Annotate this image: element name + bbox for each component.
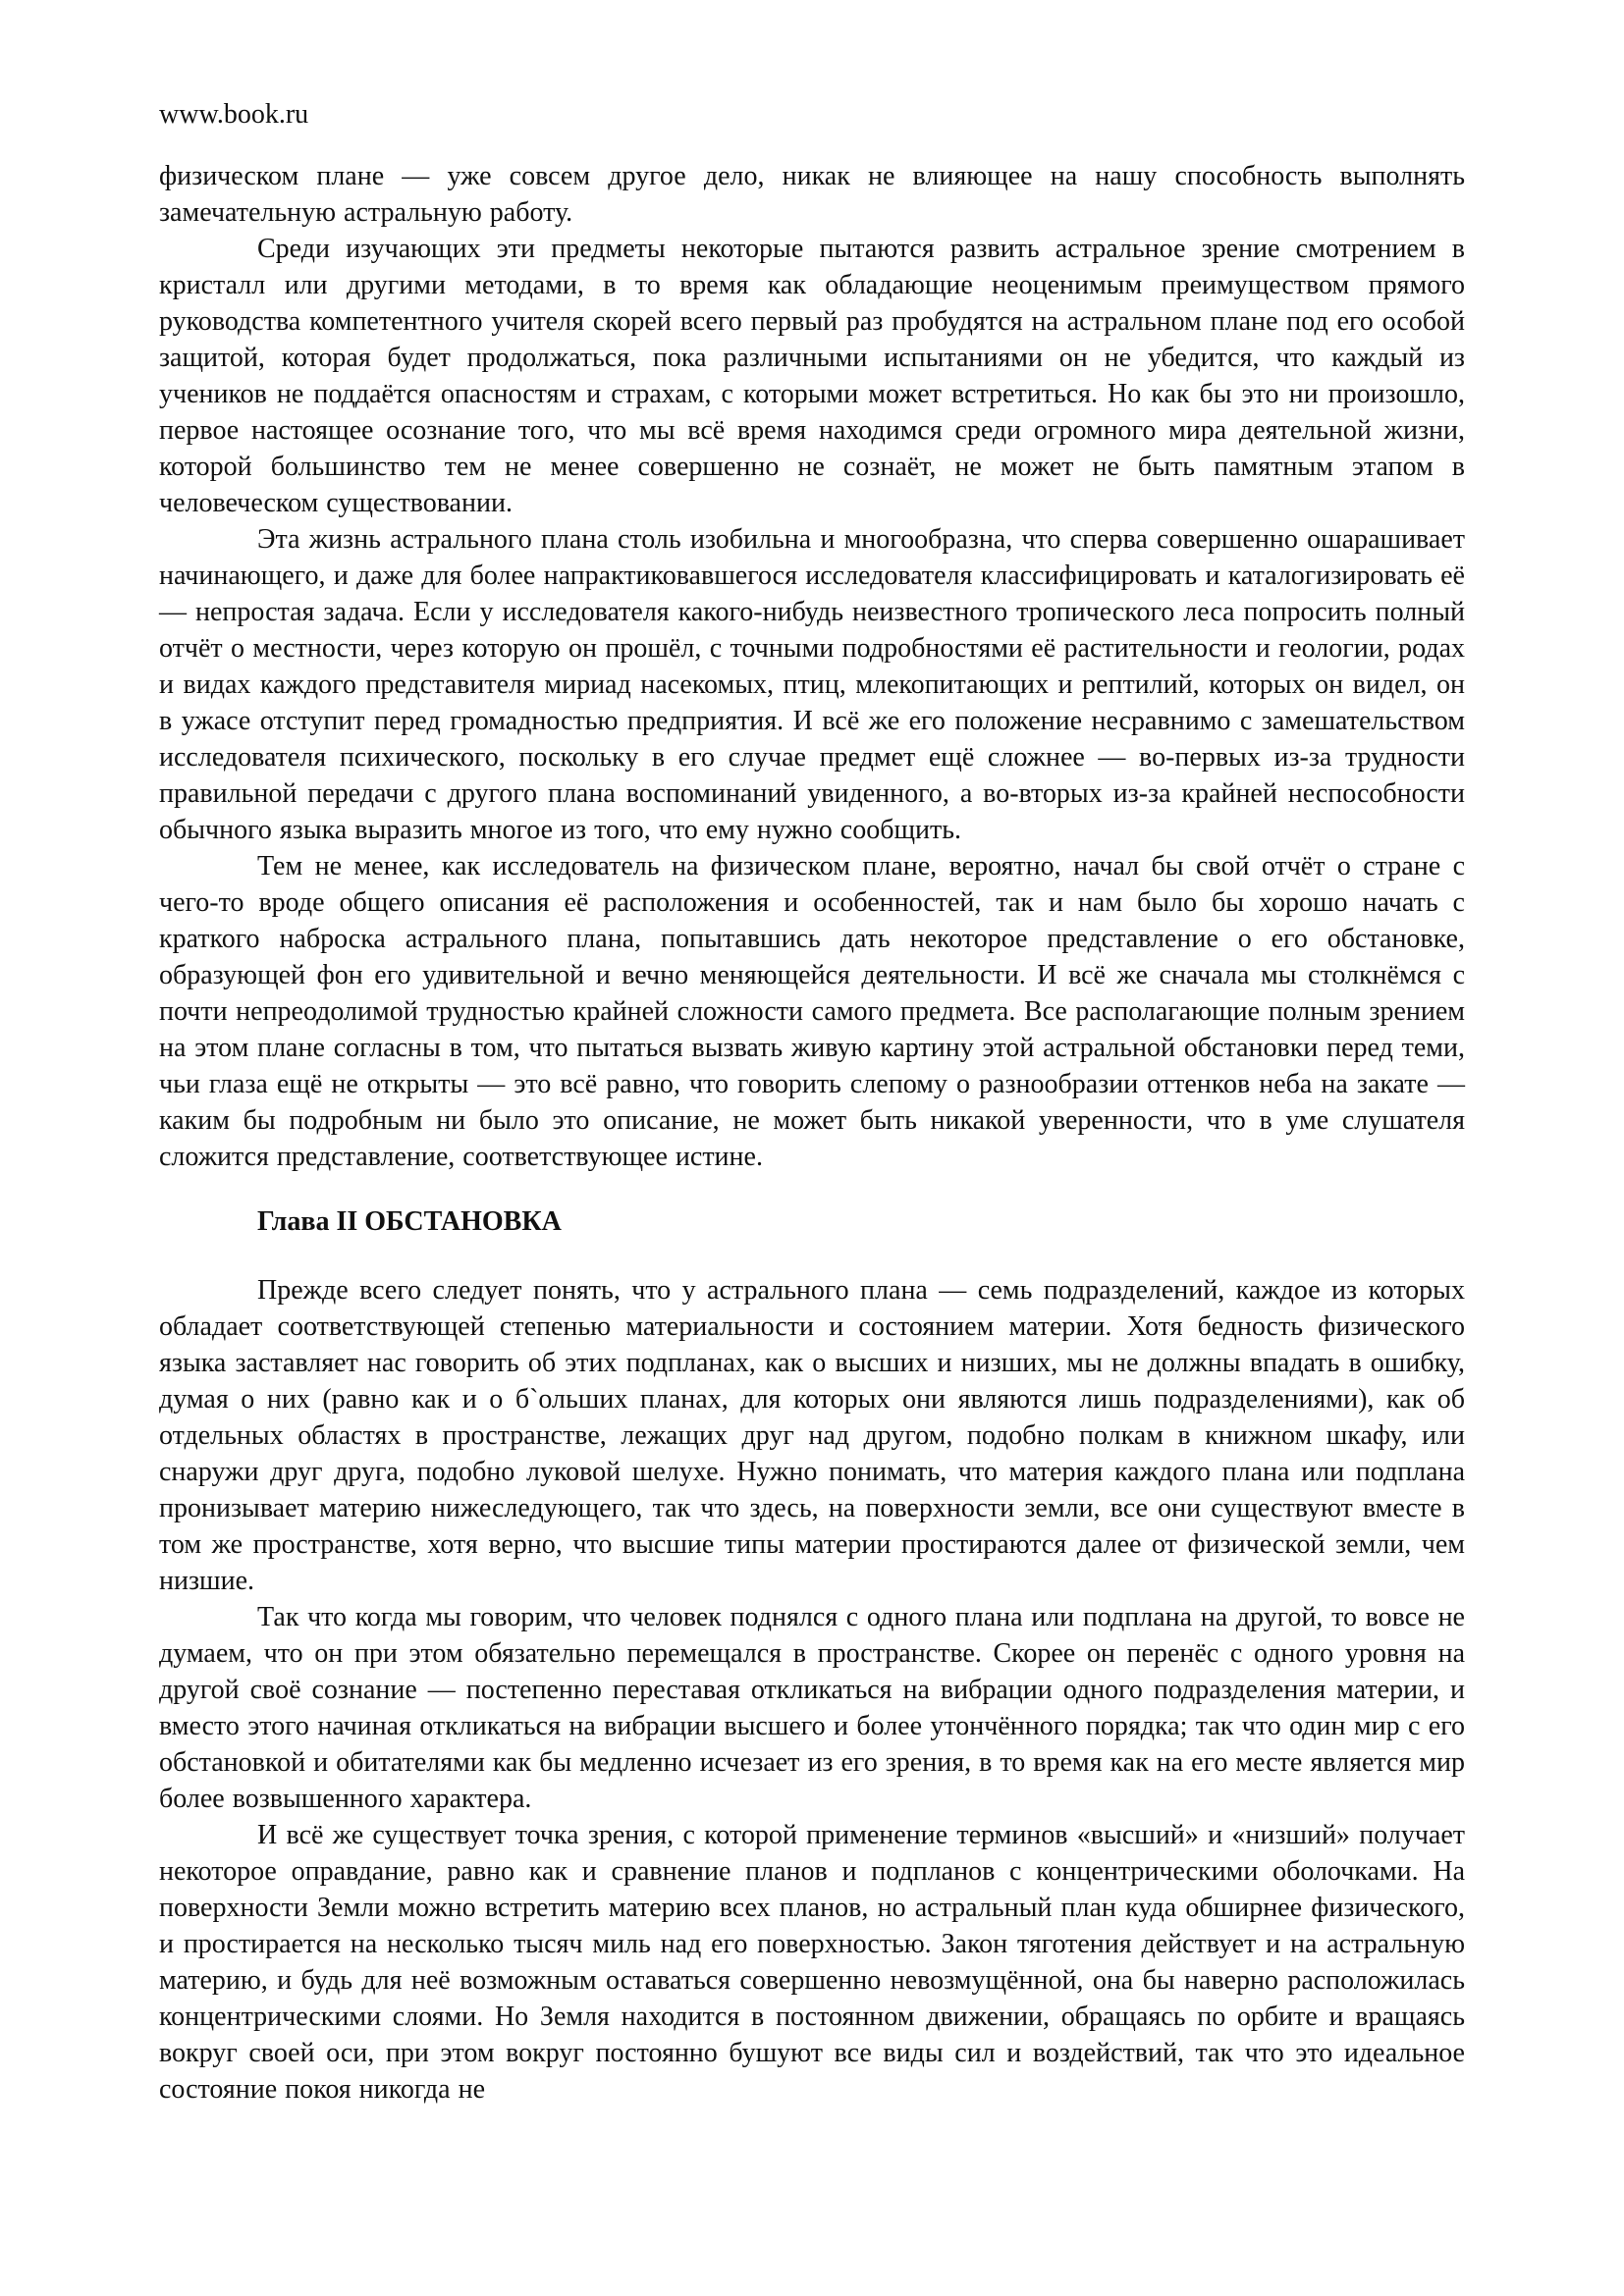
chapter-heading: Глава II ОБСТАНОВКА <box>257 1206 562 1237</box>
paragraph: Прежде всего следует понять, что у астрального плана — семь подразделений, каждое из которых обладает соответствующей степенью материальности и состоянием материи. Хотя бедность физического языка заставляет нас говорить об этих подпланах, как о высших и низших, мы не должны впадать в ошибку, думая о них (равно как и о б`ольших планах, для которых они являются лишь подразделениями), как об отдельных областях в пространстве, лежащих друг над другом, подобно полкам в книжном шкафу, или снаружи друг друга, подобно луковой шелухе. Нужно понимать, что материя каждого плана или подплана пронизывает материю нижеследующего, так что здесь, на поверхности земли, все они существуют вместе в том же пространстве, хотя верно, что высшие типы материи простираются далее от физической земли, чем низшие. <box>159 1275 1465 1596</box>
paragraph: И всё же существует точка зрения, с которой применение терминов «высший» и «низший» получает некоторое оправдание, равно как и сравнение планов и подпланов с концентрическими оболочками. На поверхности Земли можно встретить материю всех планов, но астральный план куда обширнее физического, и простирается на несколько тысяч миль над его поверхностью. Закон тяготения действует и на астральную материю, и будь для неё возможным оставаться совершенно невозмущённой, она бы наверно расположилась концентрическими слоями. Но Земля находится в постоянном движении, обращаясь по орбите и вращаясь вокруг своей оси, при этом вокруг постоянно бушуют все виды сил и воздействий, так что это идеальное состояние покоя никогда не <box>159 1820 1465 2105</box>
paragraph: Эта жизнь астрального плана столь изобильна и многообразна, что сперва совершенно ошарашивает начинающего, и даже для более напрактиковавшегося исследователя классифицировать и каталогизировать её — непростая задача. Если у исследователя какого-нибудь неизвестного тропического леса попросить полный отчёт о местности, через которую он прошёл, с точными подробностями её растительности и геологии, родах и видах каждого представителя мириад насекомых, птиц, млекопитающих и рептилий, которых он видел, он в ужасе отступит перед громадностью предприятия. И всё же его положение несравнимо с замешательством исследователя психического, поскольку в его случае предмет ещё сложнее — во-первых из-за трудности правильной передачи с другого плана воспоминаний увиденного, а во-вторых из-за крайней неспособности обычного языка выразить многое из того, что ему нужно сообщить. <box>159 524 1465 845</box>
paragraph: Среди изучающих эти предметы некоторые пытаются развить астральное зрение смотрением в кристалл или другими методами, в то время как обладающие неоценимым преимуществом прямого руководства компетентного учителя скорей всего первый раз пробудятся на астральном плане под его особой защитой, которая будет продолжаться, пока различными испытаниями он не убедится, что каждый из учеников не поддаётся опасностям и страхам, с которыми может встретиться. Но как бы это ни произошло, первое настоящее осознание того, что мы всё время находимся среди огромного мира деятельной жизни, которой большинство тем не менее совершенно не сознаёт, не может не быть памятным этапом в человеческом существовании. <box>159 234 1465 518</box>
paragraph-continuation: физическом плане — уже совсем другое дело, никак не влияющее на нашу способность выполнять замечательную астральную работу. <box>159 161 1465 228</box>
site-url: www.book.ru <box>159 99 309 130</box>
page-text-block <box>159 158 1465 2108</box>
paragraph: Так что когда мы говорим, что человек поднялся с одного плана или подплана на другой, то вовсе не думаем, что он при этом обязательно перемещался в пространстве. Скорее он перенёс с одного уровня на другой своё сознание — постепенно переставая откликаться на вибрации одного подразделения материи, и вместо этого начиная откликаться на вибрации высшего и более утончённого порядка; так что один мир с его обстановкой и обитателями как бы медленно исчезает из его зрения, в то время как на его месте является мир более возвышенного характера. <box>159 1602 1465 1814</box>
paragraph: Тем не менее, как исследователь на физическом плане, вероятно, начал бы свой отчёт о стране с чего-то вроде общего описания её расположения и особенностей, так и нам было бы хорошо начать с краткого наброска астрального плана, попытавшись дать некоторое представление о его обстановке, образующей фон его удивительной и вечно меняющейся деятельности. И всё же сначала мы столкнёмся с почти непреодолимой трудностью крайней сложности самого предмета. Все располагающие полным зрением на этом плане согласны в том, что пытаться вызвать живую картину этой астральной обстановки перед теми, чьи глаза ещё не открыты — это всё равно, что говорить слепому о разнообразии оттенков неба на закате — каким бы подробным ни было это описание, не может быть никакой уверенности, что в уме слушателя сложится представление, соответствующее истине. <box>159 851 1465 1172</box>
